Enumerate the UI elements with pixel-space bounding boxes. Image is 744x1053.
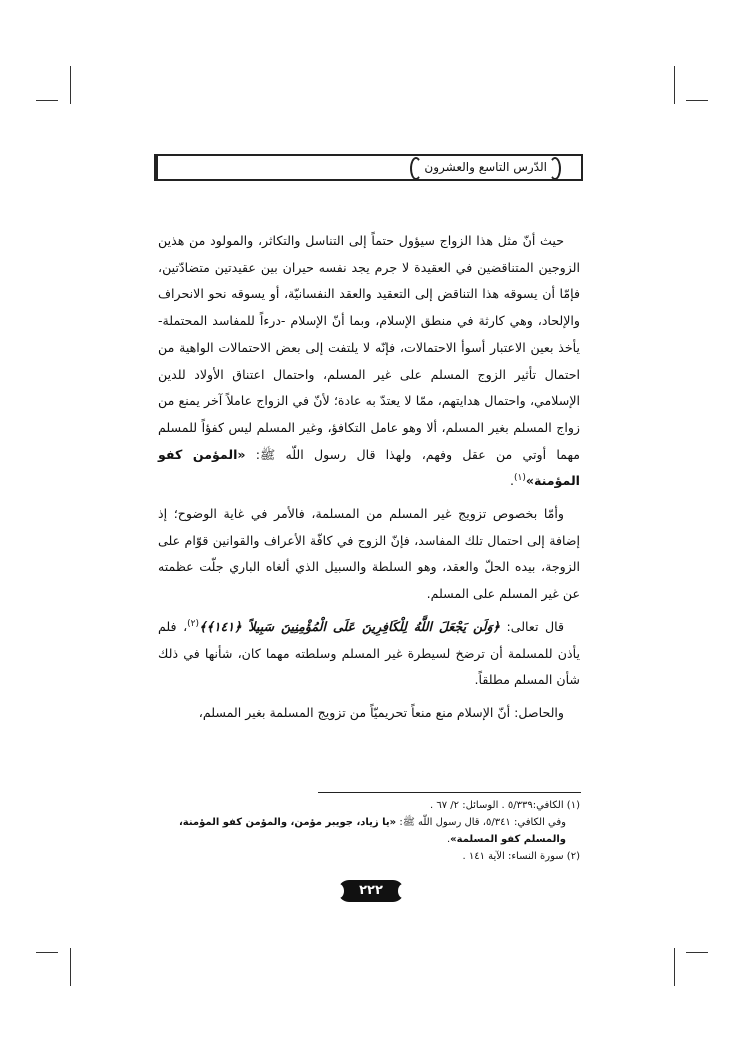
footnote-divider — [318, 792, 581, 793]
paragraph-3-lead: قال تعالى: — [506, 618, 564, 634]
paragraph-4 — [158, 700, 580, 727]
paragraph-1 — [158, 228, 580, 495]
paragraph-3 — [158, 614, 580, 694]
header-border-accent — [154, 154, 158, 181]
paragraph-4-text: والحاصل: أنّ الإسلام منع منعاً تحريميّاً من تزويج المسلمة بغير المسلم، — [198, 704, 564, 720]
crop-mark — [674, 66, 675, 104]
footnote-ref-1: (١) — [514, 473, 526, 484]
footnote-ref-2: (٢) — [187, 618, 200, 629]
header-title: الدّرس التاسع والعشرون — [416, 157, 555, 178]
body-text — [158, 228, 580, 727]
footnote-1b-quote: «يا زياد، جويبر مؤمن، والمؤمن كفو المؤمنة، والمسلم كفو المسلمة» — [178, 817, 566, 845]
footnotes — [158, 797, 580, 865]
footnote-1: (١) الكافي:٥/٣٣٩ . الوسائل: ٢/ ٦٧ . — [429, 800, 580, 811]
crop-mark — [686, 952, 708, 953]
footnote-2: (٢) سورة النساء: الآية ١٤١ . — [462, 851, 580, 862]
crop-mark — [686, 100, 708, 101]
crop-mark — [36, 952, 58, 953]
hadith-quote: «المؤمن كفو المؤمنة» — [158, 446, 580, 489]
paragraph-1-text: حيث أنّ مثل هذا الزواج سيؤول حتماً إلى التناسل والتكاثر، والمولود من هذين الزوجين المتناقضين في العقيدة لا جرم يجد نفسه حيران بين عقيدتين متضادّتين، فإمّا أن يسوقه هذا التناقض إلى التعقيد والعقد النفسانيّة، أو يسوقه نحو الانحراف والإلحاد، وهي كارثة في منطق الإسلام، وبما أنّ الإسلام -درءاً للمفاسد المحتملة- يأخذ بعين الاعتبار أسوأ الاحتمالات، فإنّه لا يلتفت إلى بعض الاحتمالات الواهية من احتمال تأثير الزوج المسلم على غير المسلم، واحتمال اعتناق الأولاد للدين الإسلامي، واحتمال هدايتهم، ممّا لا يعتدّ به عادة؛ لأنّ في الزواج عاملاً آخر يمنع من زواج المسلم بغير المسلم، ألا وهو عامل التكافؤ، وغير المسلم ليس كفؤاً للمسلم مهما أوتي من عقل وفهم، ولهذا قال رسول اللّه ﷺ: — [158, 233, 580, 462]
quran-verse: ﴿وَلَن يَجْعَلَ اللَّهُ لِلْكَافِرِينَ عَلَى الْمُؤْمِنِينَ سَبِيلاً ﴿١٤١﴾﴾ — [199, 618, 500, 634]
crop-mark — [36, 100, 58, 101]
running-header — [154, 154, 583, 181]
crop-mark — [674, 948, 675, 986]
crop-mark — [70, 948, 71, 986]
paragraph-3-rest: ، فلم يأذن للمسلمة أن ترضخ لسيطرة غير المسلم وسلطته مهما كان، شأنها في ذلك شأن المسلم مطلقاً. — [158, 618, 580, 688]
paragraph-1-end: . — [510, 473, 515, 489]
footnote-1b — [158, 814, 580, 848]
paragraph-2 — [158, 501, 580, 608]
footnote-1b-end: . — [446, 834, 451, 845]
paragraph-2-text: وأمّا بخصوص تزويج غير المسلم من المسلمة، فالأمر في غاية الوضوح؛ إذ إضافة إلى احتمال تلك المفاسد، فإنّ الزوج في كافّة الأعراف والقوانين قوّام على الزوجة، بيده الحلّ والعقد، وهو السلطة والسبيل الذي ألغاه الباري جلّت عظمته عن غير المسلم على المسلم. — [158, 506, 580, 602]
crop-mark — [70, 66, 71, 104]
footnote-1b-lead: وفي الكافي: ٥/٣٤١، قال رسول اللّه ﷺ: — [399, 817, 566, 828]
page-number: ٢٢٢ — [338, 880, 404, 902]
